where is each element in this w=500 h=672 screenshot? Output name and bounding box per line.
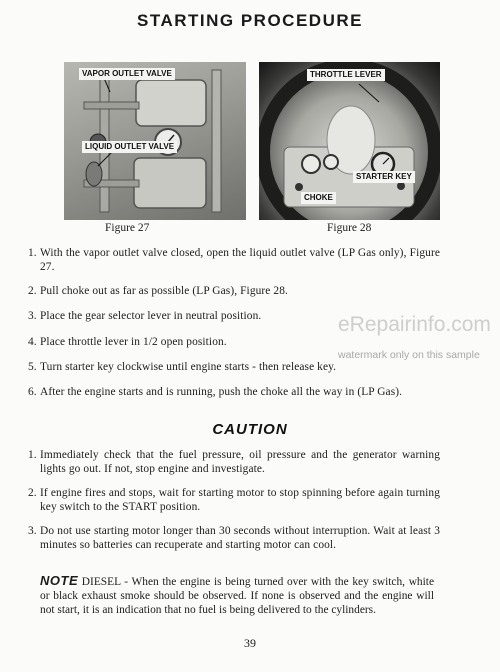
step-number: 2. bbox=[28, 285, 37, 297]
caution-item bbox=[28, 524, 440, 552]
watermark-brand: eRepairinfo.com bbox=[338, 313, 491, 336]
figure-27-photo bbox=[64, 62, 246, 220]
step-number: 4. bbox=[28, 336, 37, 348]
step-text: Place throttle lever in 1/2 open position. bbox=[40, 336, 227, 348]
dashboard-illustration bbox=[259, 62, 440, 220]
step-text: With the vapor outlet valve closed, open the liquid outlet valve (LP Gas only), Figure 27. bbox=[40, 247, 440, 273]
vapor-outlet-valve-label: VAPOR OUTLET VALVE bbox=[79, 68, 175, 80]
diesel-note bbox=[40, 574, 434, 617]
figure-28-photo bbox=[259, 62, 440, 220]
procedure-step bbox=[28, 246, 440, 274]
watermark-notice: watermark only on this sample bbox=[338, 349, 480, 361]
step-text: Turn starter key clockwise until engine starts - then release key. bbox=[40, 361, 337, 373]
page-title: STARTING PROCEDURE bbox=[137, 11, 363, 30]
starter-key-label: STARTER KEY bbox=[353, 171, 415, 183]
figure-27-caption: Figure 27 bbox=[105, 222, 150, 234]
step-number: 5. bbox=[28, 361, 37, 373]
caution-item bbox=[28, 448, 440, 476]
procedure-step bbox=[28, 385, 440, 399]
liquid-outlet-valve-label: LIQUID OUTLET VALVE bbox=[82, 141, 177, 153]
step-number: 1. bbox=[28, 247, 37, 259]
choke-label: CHOKE bbox=[301, 192, 336, 204]
page-number: 39 bbox=[244, 636, 256, 650]
caution-number: 2. bbox=[28, 487, 37, 499]
step-text: Place the gear selector lever in neutral position. bbox=[40, 310, 262, 322]
caution-heading: CAUTION bbox=[212, 421, 288, 438]
procedure-step bbox=[28, 284, 440, 298]
step-text: After the engine starts and is running, push the choke all the way in (LP Gas). bbox=[40, 386, 403, 398]
figure-28-caption: Figure 28 bbox=[327, 222, 372, 234]
step-number: 6. bbox=[28, 386, 37, 398]
caution-text: Immediately check that the fuel pressure, oil pressure and the generator warning lights go out. If not, stop engine and investigate. bbox=[40, 449, 440, 475]
caution-number: 3. bbox=[28, 525, 37, 537]
caution-text: Do not use starting motor longer than 30 seconds without interruption. Wait at least 3 minutes so batteries can recuperate and starting motor can cool. bbox=[40, 525, 440, 551]
step-number: 3. bbox=[28, 310, 37, 322]
caution-number: 1. bbox=[28, 449, 37, 461]
procedure-step bbox=[28, 335, 440, 349]
procedure-step bbox=[28, 360, 440, 374]
note-text: DIESEL - When the engine is being turned over with the key switch, white or black exhaust smoke should be observed. If none is observed and the engine will not start, it is an indication that no fuel is being delivered to the cylinders. bbox=[40, 576, 434, 616]
caution-item bbox=[28, 486, 440, 514]
caution-text: If engine fires and stops, wait for starting motor to stop spinning before again turning key switch to the START position. bbox=[40, 487, 440, 513]
throttle-lever-label: THROTTLE LEVER bbox=[307, 69, 385, 81]
step-text: Pull choke out as far as possible (LP Gas), Figure 28. bbox=[40, 285, 288, 297]
note-label: NOTE bbox=[40, 573, 79, 588]
